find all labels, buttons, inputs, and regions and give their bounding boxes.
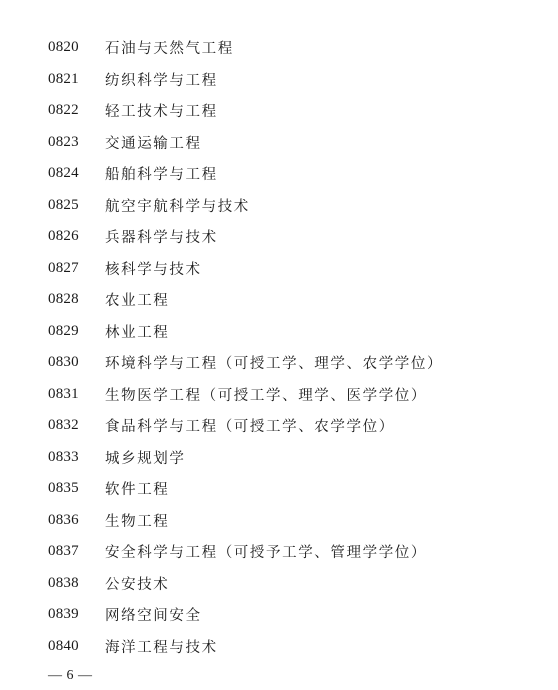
discipline-code: 0837 — [48, 543, 79, 560]
discipline-name: 船舶科学与工程 — [105, 167, 218, 184]
discipline-code: 0826 — [48, 228, 79, 245]
discipline-name: 城乡规划学 — [105, 450, 186, 467]
list-item — [48, 284, 443, 316]
discipline-name: 软件工程 — [105, 482, 170, 499]
discipline-name: 公安技术 — [105, 576, 170, 593]
discipline-code: 0822 — [48, 102, 79, 119]
discipline-code: 0824 — [48, 165, 79, 182]
discipline-code: 0838 — [48, 574, 79, 591]
list-item — [48, 568, 443, 600]
discipline-name: 安全科学与工程（可授予工学、管理学学位） — [105, 545, 427, 562]
list-item — [48, 253, 443, 285]
list-item — [48, 379, 443, 411]
list-item — [48, 32, 443, 64]
discipline-name: 生物医学工程（可授工学、理学、医学学位） — [105, 387, 427, 404]
list-item — [48, 158, 443, 190]
discipline-code: 0831 — [48, 385, 79, 402]
discipline-code: 0839 — [48, 606, 79, 623]
discipline-name: 生物工程 — [105, 513, 170, 530]
discipline-name: 核科学与技术 — [105, 261, 202, 278]
discipline-name: 农业工程 — [105, 293, 170, 310]
discipline-name: 航空宇航科学与技术 — [105, 198, 250, 215]
discipline-code: 0836 — [48, 511, 79, 528]
discipline-code: 0820 — [48, 39, 79, 56]
discipline-code: 0825 — [48, 196, 79, 213]
discipline-name: 轻工技术与工程 — [105, 104, 218, 121]
list-item — [48, 442, 443, 474]
list-item — [48, 95, 443, 127]
list-item — [48, 221, 443, 253]
discipline-name: 网络空间安全 — [105, 608, 202, 625]
discipline-code: 0823 — [48, 133, 79, 150]
list-item — [48, 410, 443, 442]
list-item — [48, 505, 443, 537]
list-item — [48, 347, 443, 379]
discipline-code: 0821 — [48, 70, 79, 87]
discipline-code: 0835 — [48, 480, 79, 497]
page-number: — 6 — — [48, 668, 93, 683]
discipline-code: 0829 — [48, 322, 79, 339]
discipline-name: 环境科学与工程（可授工学、理学、农学学位） — [105, 356, 444, 373]
discipline-name: 兵器科学与技术 — [105, 230, 218, 247]
discipline-name: 交通运输工程 — [105, 135, 202, 152]
list-item — [48, 64, 443, 96]
discipline-name: 石油与天然气工程 — [105, 41, 234, 58]
list-item — [48, 127, 443, 159]
discipline-name: 海洋工程与技术 — [105, 639, 218, 656]
discipline-code: 0840 — [48, 637, 79, 654]
list-item — [48, 190, 443, 222]
discipline-code: 0827 — [48, 259, 79, 276]
list-item — [48, 316, 443, 348]
list-item — [48, 536, 443, 568]
discipline-name: 食品科学与工程（可授工学、农学学位） — [105, 419, 395, 436]
discipline-code: 0830 — [48, 354, 79, 371]
discipline-code: 0833 — [48, 448, 79, 465]
list-item — [48, 473, 443, 505]
discipline-list — [48, 32, 443, 662]
discipline-name: 林业工程 — [105, 324, 170, 341]
discipline-code: 0832 — [48, 417, 79, 434]
list-item — [48, 599, 443, 631]
discipline-name: 纺织科学与工程 — [105, 72, 218, 89]
list-item — [48, 631, 443, 663]
discipline-code: 0828 — [48, 291, 79, 308]
